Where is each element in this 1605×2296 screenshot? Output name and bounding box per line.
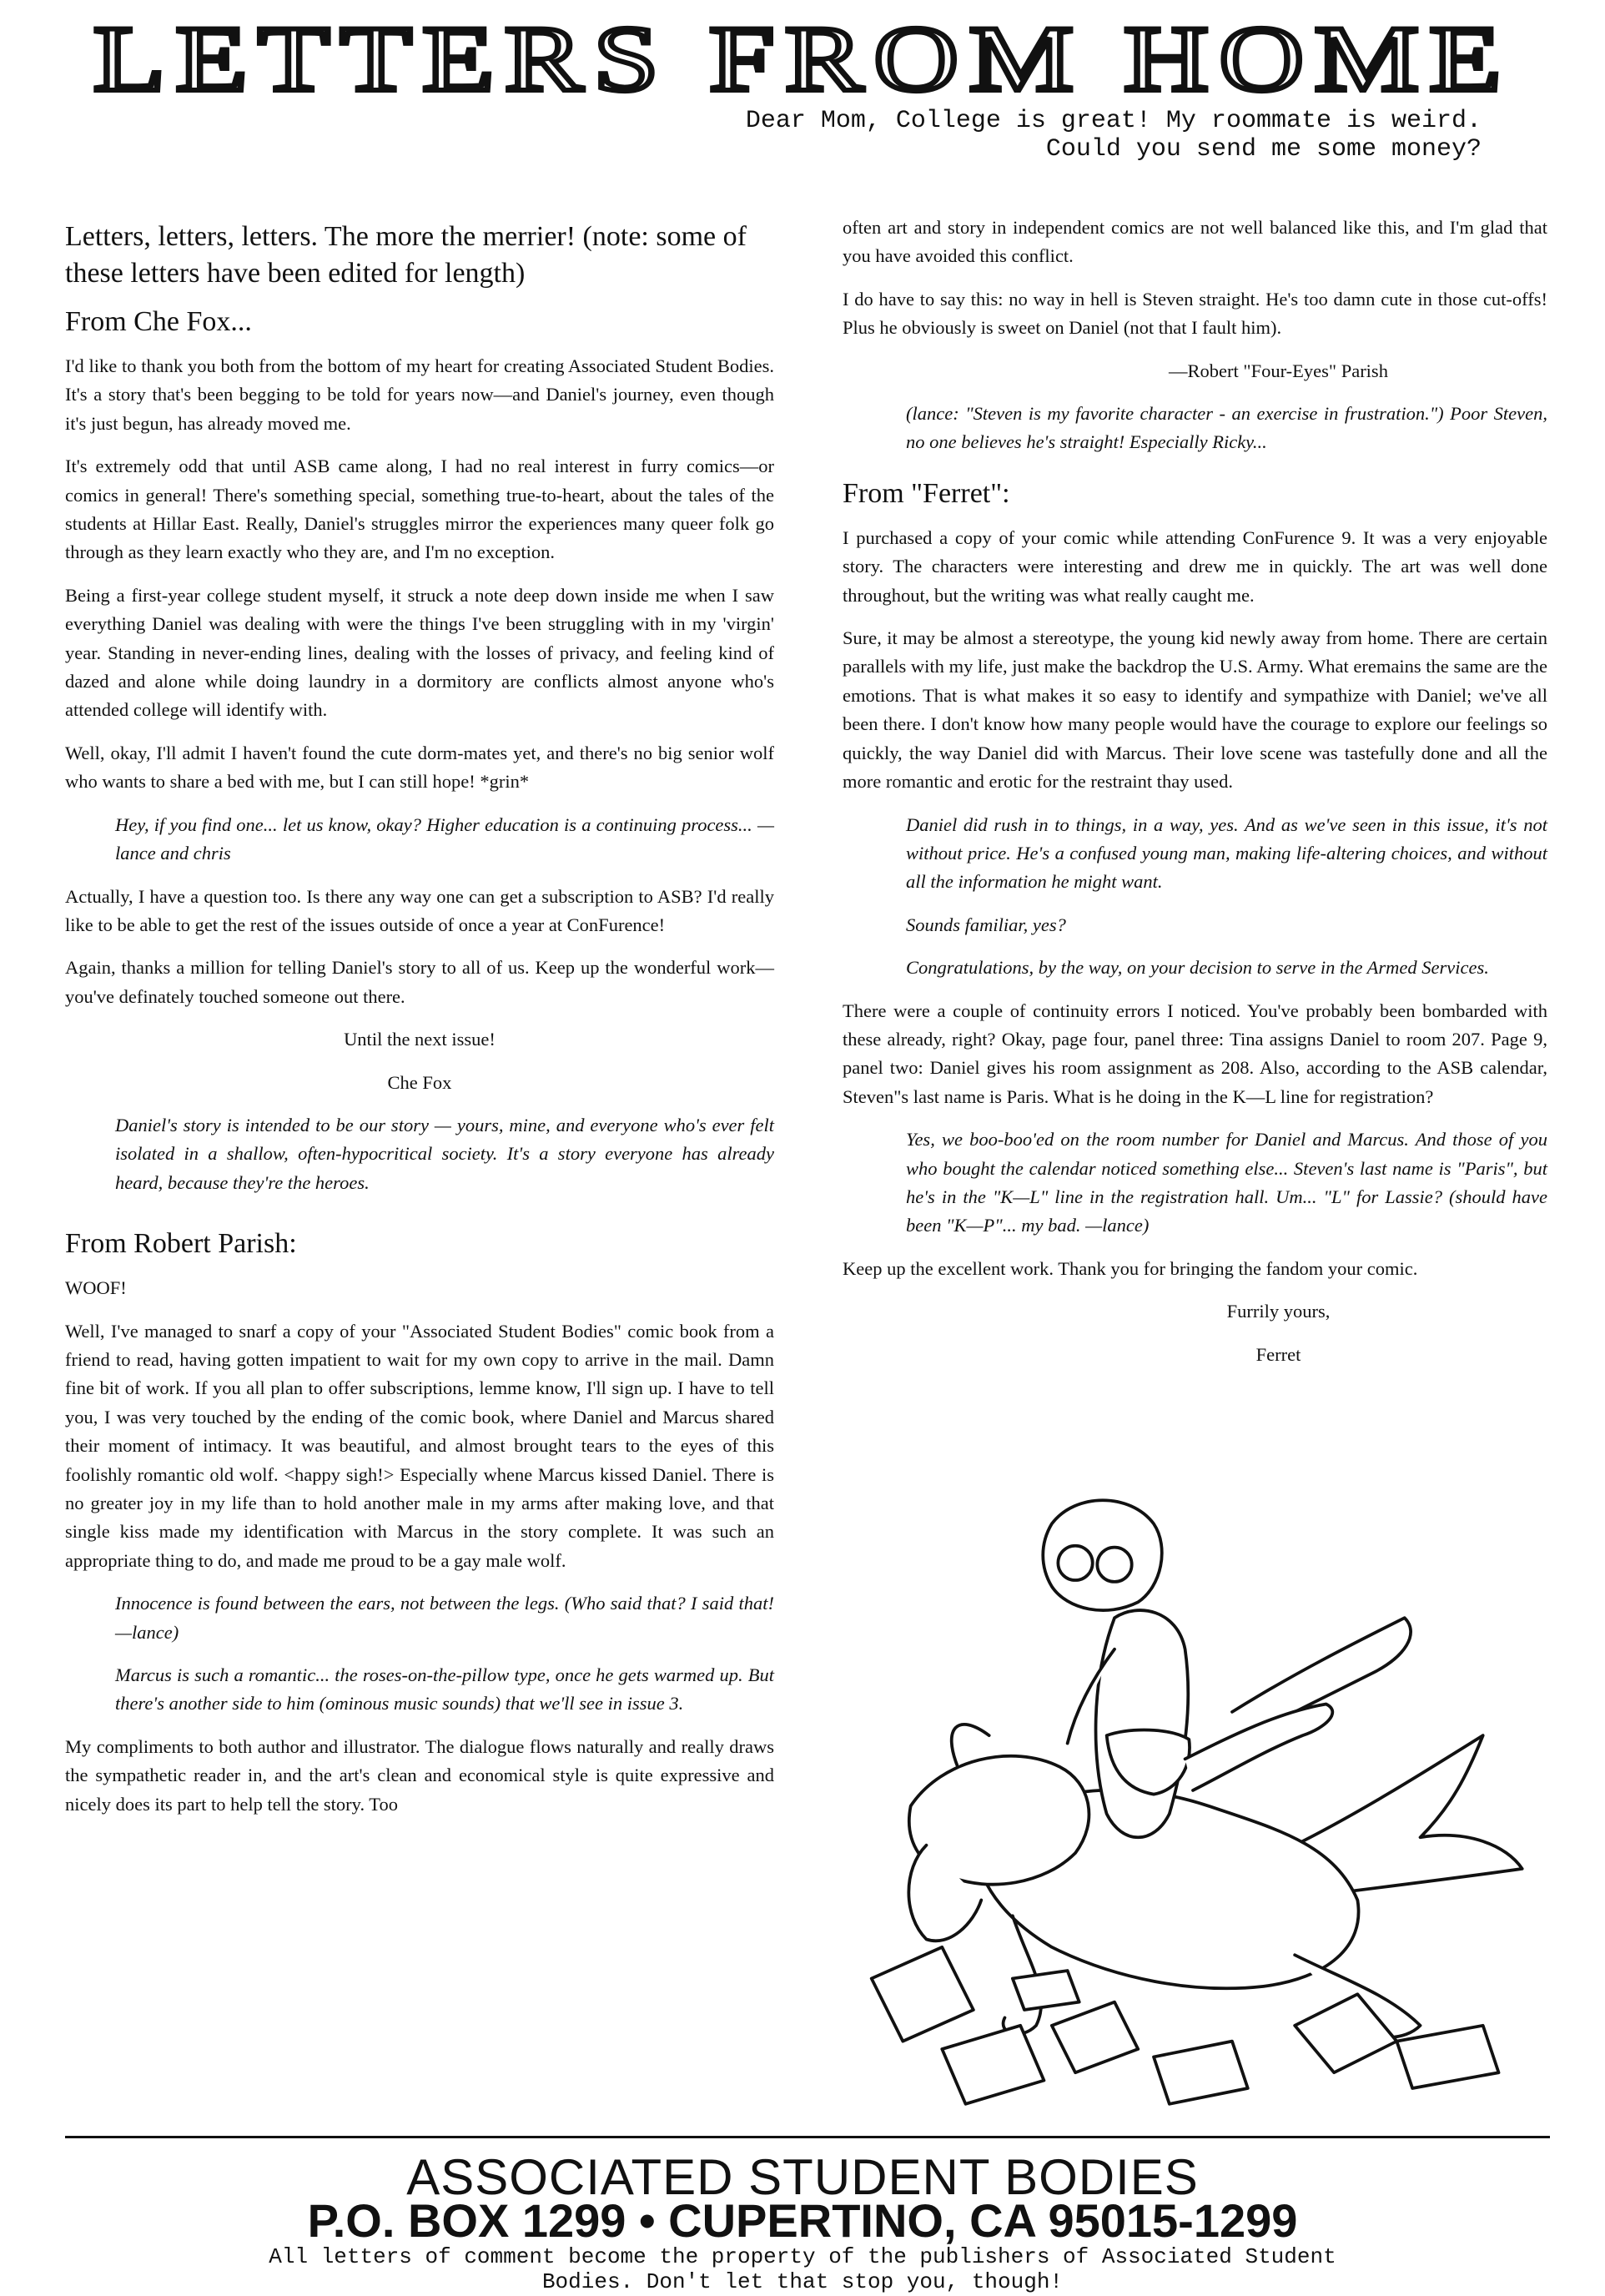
masthead-title-text: LETTERS FROM HOME <box>93 8 1512 111</box>
letter-paragraph: My compliments to both author and illustrator. The dialogue flows naturally and really draws the sympathetic reader in, and the art's clean and economical style is quite expressive and nicely does its part to help tell the story. Too <box>65 1735 774 1815</box>
letter-closing: Furrily yours, <box>1226 1301 1331 1322</box>
editor-reply: Innocence is found between the ears, not between the legs. (Who said that? I said that! —lance) <box>115 1593 774 1643</box>
letter-paragraph: Being a first-year college student myself, it struck a note deep down inside me when I saw everything Daniel was dealing with were the things I've been struggling with in my 'virgin' year. Standing in never-ending lines, dealing with the losses of privacy, and feeling kind of dazed and alone while doing laundry in a dormitory are conflicts almost anyone who's attended college will identify with. <box>65 584 774 721</box>
editor-reply: (lance: "Steven is my favorite character - an exercise in frustration.") Poor Steven, no one believes he's straight! Especially Ricky... <box>906 403 1547 453</box>
letter-paragraph: Again, thanks a million for telling Daniel's story to all of us. Keep up the wonderful work—you've definately touched someone out there. <box>65 957 774 1007</box>
editor-reply: Daniel's story is intended to be our story — yours, mine, and everyone who's ever felt isolated in a shallow, often-hypocritical society. It's a story everyone has already heard, because they're the heroes. <box>115 1114 774 1193</box>
masthead-title <box>0 0 1605 117</box>
letter-paragraph: I purchased a copy of your comic while attending ConFurence 9. It was a very enjoyable story. The characters were interesting and drew me in quickly. The art was well done throughout, but the writing was what really caught me. <box>843 526 1547 606</box>
letter-signature: Che Fox <box>387 1071 452 1093</box>
glasses-lens-right <box>1097 1548 1131 1582</box>
editor-reply: Daniel did rush in to things, in a way, yes. And as we've seen in this issue, it's not without price. He's a confused young man, making life-altering choices, and without all the information he might want. <box>906 813 1547 893</box>
letter-paragraph: Sure, it may be almost a stereotype, the young kid newly away from home. There are certain parallels with my life, just make the backdrop the U.S. Army. What eremains the same are the emotions. That is what makes it so easy to identify and sympathize with Daniel; we've all been there. I don't know how many people would have the courage to explore our feelings so quickly, the way Daniel did with Marcus. Their love scene was tastefully done and all the more romantic and erotic for the restraint thay used. <box>843 627 1547 793</box>
editor-reply: Sounds familiar, yes? <box>906 914 1066 935</box>
editor-reply: Hey, if you find one... let us know, okay? Higher education is a continuing process... —lance and chris <box>115 813 774 864</box>
letter-paragraph: I do have to say this: no way in hell is Steven straight. He's too damn cute in those cut-offs! Plus he obviously is sweet on Daniel (not that I fault him). <box>843 288 1547 339</box>
glasses-lens-left <box>1058 1546 1092 1580</box>
envelope <box>1052 2002 1138 2073</box>
ferret-heading: From "Ferret": <box>843 477 1010 509</box>
footer-divider <box>65 2136 1550 2138</box>
editor-reply: Marcus is such a romantic... the roses-on-the-pillow type, once he gets warmed up. But there's another side to him (ominous music sounds) that we'll see in issue 3. <box>115 1664 774 1714</box>
illustration <box>834 1477 1552 2127</box>
letter-signature: —Robert "Four-Eyes" Parish <box>1169 360 1388 381</box>
publisher-address: P.O. BOX 1299 • CUPERTINO, CA 95015-1299 <box>307 2194 1298 2247</box>
editor-reply: Yes, we boo-boo'ed on the room number for Daniel and Marcus. And those of you who bought the calendar noticed something else... Steven's last name is "Paris", but he's in the "K—L" line in the registration hall. Um... "L" for Lassie? (should have been "K—P"... my bad. —lance) <box>906 1129 1547 1236</box>
letter-paragraph: There were a couple of continuity errors I noticed. You've probably been bombarded with these already, right? Okay, page four, panel three: Tina assigns Daniel to room 207. Page 9, panel two: Daniel gives his room assignment as 208. Also, according to the ASB calendar, Steven"s last name is Paris. What is he doing in the K—L line for registration? <box>843 999 1547 1107</box>
letter-signature: Ferret <box>1255 1343 1301 1365</box>
letter-paragraph: often art and story in independent comics are not well balanced like this, and I'm glad that you have avoided this conflict. <box>843 217 1547 267</box>
masthead-tagline: Dear Mom, College is great! My roommate is weird. Could you send me some money? <box>745 107 1482 164</box>
publisher-name: ASSOCIATED STUDENT BODIES <box>406 2149 1199 2205</box>
letter-paragraph: It's extremely odd that until ASB came along, I had no real interest in furry comics—or comics in general! There's something special, something true-to-heart, about the tales of the students at Hillar East. Really, Daniel's struggles mirror the experiences many queer folk go through as they learn exactly who they are, and I'm no exception. <box>65 456 774 563</box>
letter-paragraph: Keep up the excellent work. Thank you for bringing the fandom your comic. <box>843 1257 1418 1279</box>
robert-heading: From Robert Parish: <box>65 1228 297 1260</box>
letter-paragraph: Actually, I have a question too. Is there any way one can get a subscription to ASB? I'd really like to be able to get the rest of the issues outside of once a year at ConFurence! <box>65 885 774 935</box>
footer-note: All letters of comment become the property of the publishers of Associated Student Bodies. Don't let that stop you, though! <box>269 2244 1336 2294</box>
letter-paragraph: I'd like to thank you both from the bottom of my heart for creating Associated Student Bodies. It's a story that's been begging to be told for years now—and Daniel's journey, even though it's just begun, has already moved me. <box>65 355 774 434</box>
envelope <box>1013 1971 1079 2010</box>
intro-heading: Letters, letters, letters. The more the merrier! (note: some of these letters have been edited for length) <box>65 221 747 289</box>
left-column <box>65 219 774 1833</box>
letter-closing: Until the next issue! <box>344 1029 496 1050</box>
envelope <box>942 2026 1044 2104</box>
envelope <box>1154 2042 1248 2104</box>
right-column <box>843 214 1547 1383</box>
letter-paragraph: WOOF! <box>65 1277 127 1299</box>
letter-paragraph: Well, I've managed to snarf a copy of your "Associated Student Bodies" comic book from a friend to read, having gotten impatient to wait for my own copy to arrive in the mail. Damn fine bit of work. If you all plan to offer subscriptions, lemme know, I'll sign up. I have to tell you, I was very touched by the ending of the comic book, where Daniel and Marcus shared their moment of intimacy. It was beautiful, and almost brought tears to the eyes of this foolishly romantic old wolf. <happy sigh!> Especially whene Marcus kissed Daniel. There is no greater joy in my life than to hold another male in my arms after making love, and that single kiss made my identification with Marcus in the story complete. It was such an appropriate thing to do, and made me proud to be a gay male wolf. <box>65 1320 774 1571</box>
che-fox-heading: From Che Fox... <box>65 306 252 337</box>
envelope <box>1396 2026 1498 2088</box>
editor-reply: Congratulations, by the way, on your decision to serve in the Armed Services. <box>906 957 1489 979</box>
envelope <box>872 1947 974 2042</box>
letter-paragraph: Well, okay, I'll admit I haven't found the cute dorm-mates yet, and there's no big senior wolf who wants to share a bed with me, but I can still hope! *grin* <box>65 742 774 793</box>
